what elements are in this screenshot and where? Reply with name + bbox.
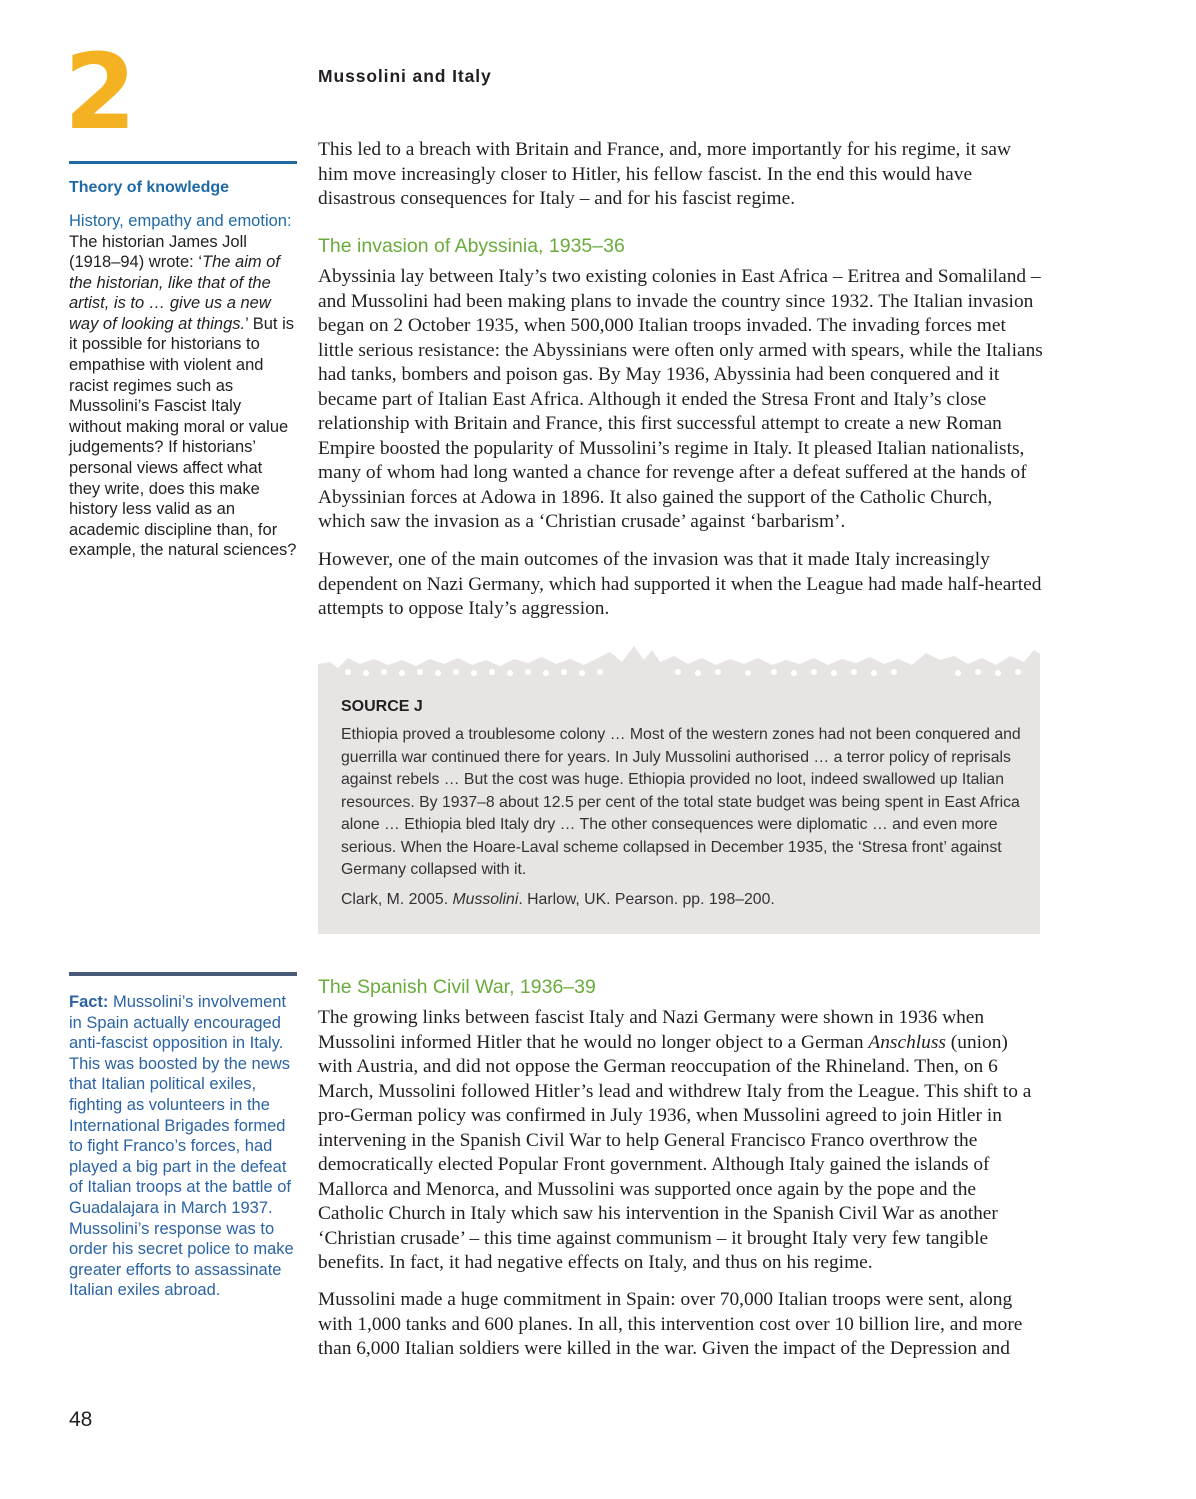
abyssinia-heading: The invasion of Abyssinia, 1935–36 bbox=[318, 235, 625, 257]
spanish-paragraph-2-wrap bbox=[318, 1288, 1043, 1362]
spanish-paragraph-1 bbox=[318, 1006, 1043, 1276]
intro-paragraph: This led to a breach with Britain and France, and, more importantly for his regime, it saw him move increasingly closer to Hitler, his fellow fascist. In the end this would have disastrous consequences for Italy – and for his fascist regime. bbox=[318, 139, 1012, 209]
spanish-para1-b: (union) with Austria, and did not oppose the German reoccupation of the Rhineland. Then, on 6 March, Mussolini followed Hitler’s lead and withdrew Italy from the League. This shift to a pro-German policy was confirmed in July 1936, when Mussolini agreed to join Hitler in intervening in the Spanish Civil War to help General Francisco Franco overthrow the democratically elected Popular Front government. Although Italy gained the islands of Mallorca and Menorca, and Mussolini was supported once again by the pope and the Catholic Church in Italy which saw his intervention in the Spanish Civil War as another ‘Christian crusade’ – this time against communism – it brought Italy very few tangible benefits. In fact, it had negative effects on Italy, and thus on his regime. bbox=[318, 1031, 1032, 1273]
tok-quote: The aim of the historian, like that of the artist, is to … give us a new way of looking at things. bbox=[69, 253, 280, 333]
tok-rule bbox=[69, 161, 297, 164]
abyssinia-paragraph-1-wrap bbox=[318, 265, 1043, 535]
chapter-number: 2 bbox=[64, 31, 137, 153]
fact-body bbox=[69, 992, 297, 1301]
fact-box bbox=[69, 972, 297, 1301]
spanish-paragraph-2: Mussolini made a huge commitment in Spain: over 70,000 Italian troops were sent, along with 1,000 tanks and 600 planes. In all, this intervention cost over 10 billion lire, and more than 6,000 Italian soldiers were killed in the war. Given the impact of the Depression and bbox=[318, 1289, 1023, 1359]
theory-of-knowledge-box bbox=[69, 161, 297, 561]
spanish-paragraph-1-wrap bbox=[318, 1006, 1043, 1276]
source-j-text: Ethiopia proved a troublesome colony … Most of the western zones had not been conquered and guerrilla war continued there for years. In July Mussolini authorised … a terror policy of reprisals against rebels … But the cost was huge. Ethiopia provided no loot, indeed swallowed up Italian resources. By 1937–8 about 12.5 per cent of the total state budget was being spent in East Africa alone … Ethiopia bled Italy dry … The other consequences were diplomatic … and even more serious. When the Hoare-Laval scheme collapsed in December 1935, the ‘Stresa front’ against Germany collapsed with it. bbox=[341, 726, 1021, 878]
source-torn-edge bbox=[318, 644, 1040, 680]
tok-body bbox=[69, 232, 297, 562]
source-j-box bbox=[318, 676, 1040, 934]
tok-title: Theory of knowledge bbox=[69, 179, 230, 196]
source-cite-pre: Clark, M. 2005. bbox=[341, 891, 453, 908]
anschluss-term: Anschluss bbox=[868, 1031, 946, 1053]
spanish-civil-war-heading: The Spanish Civil War, 1936–39 bbox=[318, 976, 596, 998]
intro-paragraph-wrap bbox=[318, 138, 1043, 212]
source-cite-post: . Harlow, UK. Pearson. pp. 198–200. bbox=[518, 891, 775, 908]
abyssinia-paragraph-2-wrap bbox=[318, 548, 1043, 622]
abyssinia-paragraph-2: However, one of the main outcomes of the invasion was that it made Italy increasingly dependent on Nazi Germany, which had supported it when the League had made half-hearted attempts to oppose Italy’s aggression. bbox=[318, 549, 1042, 619]
abyssinia-paragraph-1: Abyssinia lay between Italy’s two existing colonies in East Africa – Eritrea and Somaliland – and Mussolini had been making plans to invade the country since 1932. The Italian invasion began on 2 October 1935, when 500,000 Italian troops invaded. The invading forces met little serious resistance: the Abyssinians were often only armed with spears, while the Italians had tanks, bombers and poison gas. By May 1936, Abyssinia had been conquered and it became part of Italian East Africa. Although it ended the Stresa Front and Italy’s close relationship with Britain and France, this first successful attempt to create a new Roman Empire boosted the popularity of Mussolini’s regime in Italy. It pleased Italian nationalists, many of whom had long wanted a chance for revenge after a defeat suffered at the hands of Abyssinian forces at Adowa in 1896. It also gained the support of the Catholic Church, which saw the invasion as a ‘Christian crusade’ against ‘barbarism’. bbox=[318, 266, 1043, 532]
running-head: Mussolini and Italy bbox=[318, 66, 492, 86]
source-cite-title: Mussolini bbox=[452, 891, 519, 908]
tok-body-pre: The historian James Joll (1918–94) wrote: ‘ bbox=[69, 232, 247, 272]
fact-text: Mussolini’s involvement in Spain actually encouraged anti-fascist opposition in Italy. This was boosted by the news that Italian political exiles, fighting as volunteers in the International Brigades formed to fight Franco’s forces, had played a big part in the defeat of Italian troops at the battle of Guadalajara in March 1937. Mussolini’s response was to order his secret police to make greater efforts to assassinate Italian exiles abroad. bbox=[69, 993, 294, 1300]
tok-body-post: ’ But is it possible for historians to empathise with violent and racist regimes such as Mussolini’s Fascist Italy without making moral or value judgements? If historians’ personal views affect what they write, does this make history less valid as an academic discipline than, for example, the natural sciences? bbox=[69, 314, 297, 560]
tok-subtitle: History, empathy and emotion: bbox=[69, 212, 292, 230]
fact-rule bbox=[69, 972, 297, 976]
fact-label: Fact: bbox=[69, 993, 109, 1011]
page-number: 48 bbox=[69, 1408, 93, 1431]
source-j-label: SOURCE J bbox=[341, 698, 423, 715]
spanish-para1-a: The growing links between fascist Italy and Nazi Germany were shown in 1936 when Mussolini informed Hitler that he would no longer object to a German bbox=[318, 1007, 985, 1053]
source-j-citation bbox=[341, 891, 775, 909]
